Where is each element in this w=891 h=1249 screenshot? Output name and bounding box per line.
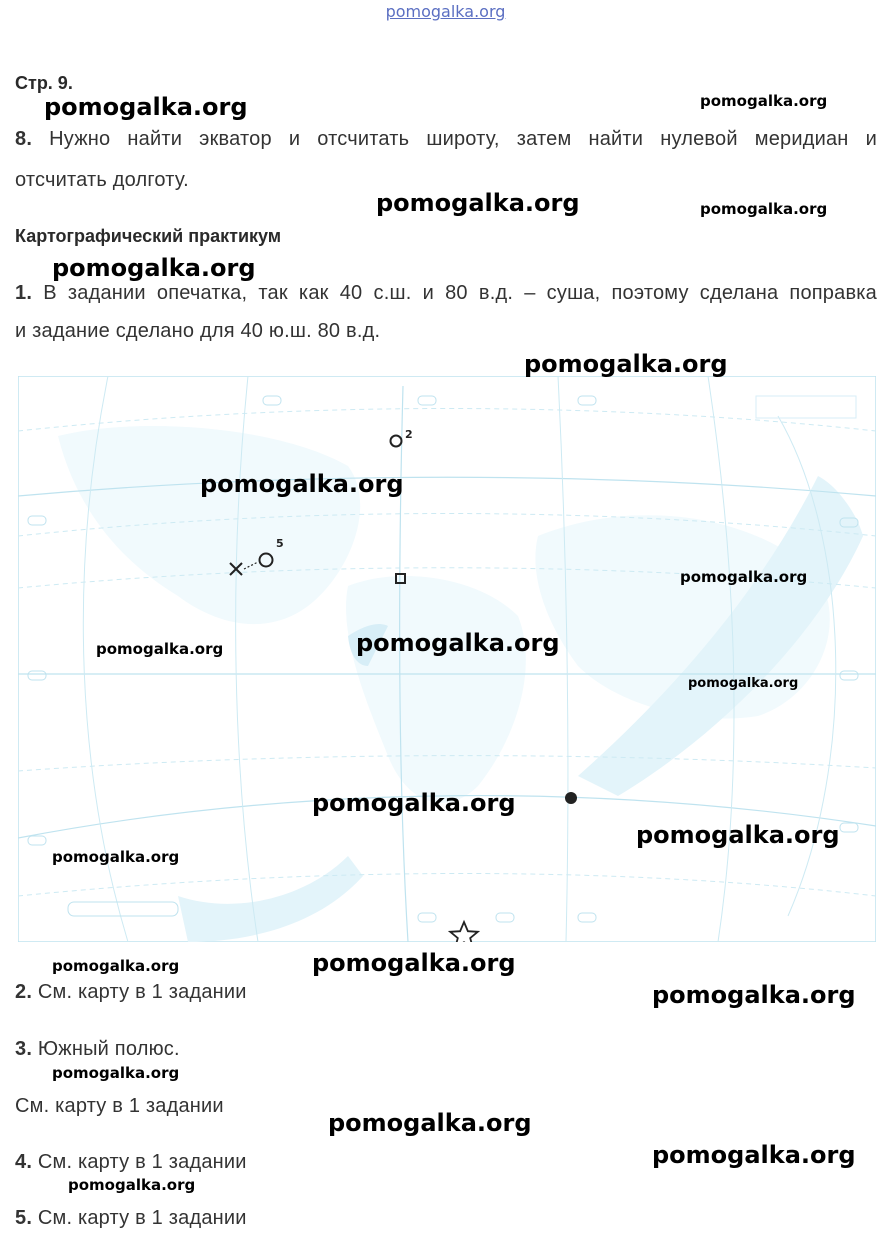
watermark: pomogalka.org	[376, 189, 580, 217]
q8-line-1	[15, 128, 877, 151]
watermark: pomogalka.org	[68, 1176, 196, 1194]
watermark: pomogalka.org	[52, 254, 256, 282]
p3-line-2: См. карту в 1 задании	[15, 1095, 224, 1117]
watermark: pomogalka.org	[652, 1141, 856, 1169]
q8-text-1: Нужно найти экватор и отсчитать широту, затем найти нулевой меридиан и	[49, 128, 877, 150]
q8-line-2: отсчитать долготу.	[15, 169, 189, 191]
p5-number: 5.	[15, 1207, 33, 1229]
p5-text: См. карту в 1 задании	[37, 1207, 247, 1229]
p4-number: 4.	[15, 1151, 33, 1173]
watermark: pomogalka.org	[328, 1109, 532, 1137]
watermark: pomogalka.org	[356, 629, 560, 657]
watermark: pomogalka.org	[52, 848, 180, 866]
watermark: pomogalka.org	[652, 981, 856, 1009]
p2-line	[15, 981, 247, 1004]
p1-line-2: и задание сделано для 40 ю.ш. 80 в.д.	[15, 320, 381, 342]
watermark: pomogalka.org	[524, 350, 728, 378]
watermark: pomogalka.org	[700, 92, 828, 110]
p5-line	[15, 1207, 247, 1230]
header-watermark-link[interactable]: pomogalka.org	[385, 2, 506, 21]
practicum-title: Картографический практикум	[15, 226, 282, 246]
p3-line	[15, 1038, 180, 1061]
watermark: pomogalka.org	[688, 676, 799, 691]
watermark: pomogalka.org	[636, 821, 840, 849]
p1-line-1	[15, 282, 877, 305]
watermark: pomogalka.org	[96, 640, 224, 658]
p2-text: См. карту в 1 задании	[37, 981, 247, 1003]
p4-text: См. карту в 1 задании	[37, 1151, 247, 1173]
p4-line	[15, 1151, 247, 1174]
watermark: pomogalka.org	[52, 1064, 180, 1082]
p2-number: 2.	[15, 981, 33, 1003]
page-reference: Стр. 9.	[15, 73, 73, 93]
q8-number: 8.	[15, 128, 33, 150]
watermark: pomogalka.org	[44, 93, 248, 121]
filled-dot-marker	[565, 792, 577, 804]
point-5-label: 5	[276, 537, 284, 550]
watermark: pomogalka.org	[680, 568, 808, 586]
watermark: pomogalka.org	[52, 957, 180, 975]
p3-text: Южный полюс.	[37, 1038, 180, 1060]
watermark: pomogalka.org	[312, 949, 516, 977]
watermark: pomogalka.org	[312, 789, 516, 817]
point-2-label: 2	[405, 428, 413, 441]
p1-number: 1.	[15, 282, 33, 304]
watermark: pomogalka.org	[200, 470, 404, 498]
p3-number: 3.	[15, 1038, 33, 1060]
watermark: pomogalka.org	[700, 200, 828, 218]
p1-text-1: В задании опечатка, так как 40 с.ш. и 80 в.д. – суша, поэтому сделана поправка	[43, 282, 877, 304]
